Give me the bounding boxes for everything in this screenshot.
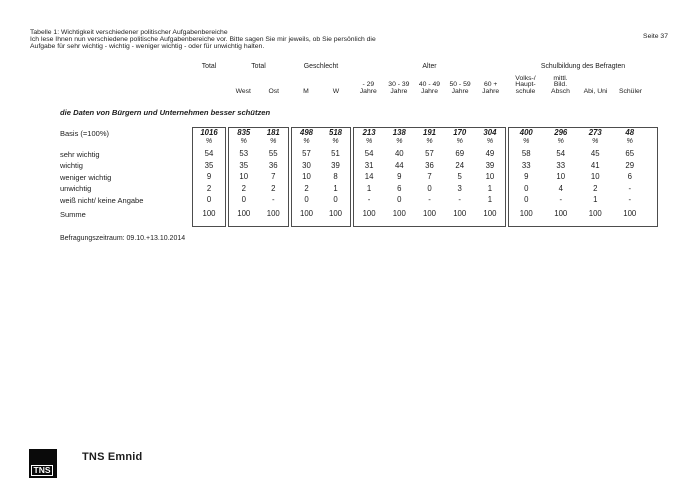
data-value: 35 — [239, 160, 249, 170]
data-value: 10 — [302, 172, 311, 181]
subheader-line: 50 - 59 — [449, 81, 471, 89]
data-value: 39 — [485, 160, 495, 170]
table-title: Tabelle 1: Wichtigkeit verschiedener politischer Aufgabenbereiche — [30, 29, 228, 36]
data-value: 10 — [239, 172, 249, 181]
data-value: 2 — [241, 183, 246, 193]
basis-value: 170 — [453, 128, 467, 137]
data-value: 33 — [556, 160, 566, 170]
data-column — [414, 128, 444, 226]
subheader-line: 30 - 39 — [388, 81, 410, 89]
data-column — [292, 128, 321, 226]
group-header-1: Total — [251, 63, 266, 70]
percent-sign: % — [270, 136, 277, 145]
data-value: 7 — [271, 172, 276, 181]
data-value: 54 — [204, 149, 214, 158]
data-value: 1 — [593, 195, 598, 204]
data-column — [384, 128, 414, 226]
data-value: 7 — [427, 172, 432, 181]
basis-value: 296 — [554, 128, 568, 137]
data-value: 54 — [556, 149, 566, 158]
row-label: weiß nicht/ keine Angabe — [60, 195, 144, 205]
percent-sign: % — [240, 136, 247, 145]
data-value: 35 — [204, 160, 214, 170]
data-column — [259, 128, 289, 226]
data-column — [193, 128, 225, 226]
summe-value: 100 — [423, 209, 437, 218]
data-value: 0 — [524, 195, 529, 204]
data-value: 0 — [241, 195, 246, 204]
data-value: 69 — [455, 149, 465, 158]
question-intro-line2: Aufgabe für sehr wichtig - wichtig - weniger wichtig - oder für unwichtig halten. — [30, 43, 265, 50]
data-value: 10 — [556, 172, 566, 181]
summe-value: 100 — [328, 209, 342, 218]
data-value: 6 — [627, 172, 632, 181]
data-value: 14 — [364, 172, 374, 181]
basis-value: 400 — [519, 128, 533, 137]
data-value: 30 — [302, 160, 311, 170]
subheader-line: Haupt- — [515, 81, 536, 89]
data-column — [445, 128, 475, 226]
summe-value: 100 — [623, 209, 637, 218]
data-value: 3 — [457, 183, 462, 193]
data-value: 45 — [590, 149, 600, 158]
summe-value: 100 — [519, 209, 533, 218]
summe-value: 100 — [299, 209, 313, 218]
data-value: 0 — [397, 195, 402, 204]
summe-value: 100 — [202, 209, 216, 218]
data-value: 39 — [331, 160, 340, 170]
subheader-line: Schüler — [618, 87, 643, 95]
percent-sign: % — [557, 136, 564, 145]
basis-value: 304 — [483, 128, 497, 137]
percent-sign: % — [365, 136, 373, 145]
data-value: 53 — [239, 149, 249, 158]
data-value: - — [458, 195, 462, 204]
basis-row-label: Basis (=100%) — [60, 128, 109, 138]
subheader-line: schule — [515, 87, 536, 95]
data-value: 29 — [625, 160, 635, 170]
data-value: 10 — [485, 172, 495, 181]
summe-value: 100 — [237, 209, 251, 218]
data-column — [613, 128, 648, 226]
row-label: unwichtig — [60, 184, 92, 193]
data-value: 1 — [487, 195, 493, 204]
data-value: 8 — [333, 172, 338, 181]
data-value: 1 — [366, 183, 372, 193]
data-value: - — [367, 195, 371, 204]
subheader-line: Jahre — [390, 87, 408, 95]
data-value: 36 — [425, 160, 434, 170]
subheader-line: Abi, Uni — [583, 87, 608, 95]
question-intro-line1: Ich lese Ihnen nun verschiedene politische Aufgabenbereiche vor. Bitte sagen Sie mir jeweils, ob Sie persönlich die — [30, 36, 376, 43]
subheader-line: Jahre — [482, 87, 500, 95]
data-column — [578, 128, 613, 226]
data-value: 33 — [521, 160, 531, 170]
data-value: 4 — [558, 183, 563, 193]
item-title: die Daten von Bürgern und Unternehmen besser schützen — [60, 108, 271, 117]
basis-value: 181 — [266, 128, 280, 137]
basis-value: 138 — [392, 128, 406, 137]
group-box-1 — [228, 127, 289, 227]
group-header-3: Alter — [422, 63, 437, 70]
subheader-line: Jahre — [359, 87, 377, 95]
data-value: 9 — [524, 172, 529, 181]
subheader-line: Jahre — [451, 87, 469, 95]
data-value: 9 — [397, 172, 402, 181]
data-value: 24 — [455, 160, 465, 170]
data-value: 2 — [593, 183, 598, 193]
data-value: 55 — [268, 149, 278, 158]
row-label: weniger wichtig — [60, 172, 112, 182]
percent-sign: % — [486, 136, 494, 145]
data-value: 49 — [485, 149, 495, 158]
basis-value: 213 — [362, 128, 376, 137]
data-value: - — [628, 183, 632, 193]
subheader-line: W — [332, 87, 340, 95]
data-value: 0 — [206, 195, 212, 204]
summe-row-label: Summe — [60, 209, 86, 219]
group-header-2: Geschlecht — [303, 63, 339, 70]
data-value: - — [559, 195, 563, 204]
percent-sign: % — [303, 136, 310, 145]
percent-sign: % — [332, 136, 339, 145]
data-value: 0 — [427, 183, 432, 193]
data-value: 2 — [206, 183, 212, 193]
row-label: wichtig — [60, 161, 83, 170]
summe-value: 100 — [554, 209, 568, 218]
data-value: 51 — [331, 149, 340, 158]
summe-value: 100 — [362, 209, 376, 218]
page-number: Seite 37 — [643, 33, 668, 40]
data-column — [544, 128, 579, 226]
data-value: 54 — [364, 149, 374, 158]
summe-value: 100 — [483, 209, 497, 218]
data-value: 2 — [271, 183, 276, 193]
data-column — [321, 128, 350, 226]
data-value: - — [428, 195, 431, 204]
data-value: 58 — [521, 149, 531, 158]
basis-value: 273 — [588, 128, 602, 137]
basis-value: 835 — [237, 128, 251, 137]
group-header-4: Schulbildung des Befragten — [540, 63, 626, 70]
data-value: 0 — [333, 195, 338, 204]
data-value: 10 — [590, 172, 600, 181]
data-value: 1 — [487, 183, 493, 193]
percent-sign: % — [456, 136, 463, 145]
summe-value: 100 — [588, 209, 602, 218]
basis-value: 48 — [625, 128, 635, 137]
subheader-line: - 29 — [362, 81, 375, 89]
subheader-line: West — [235, 87, 251, 95]
subheader-line: 60 + — [483, 81, 498, 89]
data-column — [354, 128, 384, 226]
group-box-0 — [192, 127, 226, 227]
data-value: 44 — [394, 160, 404, 170]
subheader-line: Ost — [268, 87, 280, 95]
group-box-2 — [291, 127, 351, 227]
data-value: 57 — [302, 149, 311, 158]
subheader-line: Jahre — [420, 87, 438, 95]
data-value: 57 — [425, 149, 434, 158]
data-value: 65 — [625, 149, 635, 158]
subheader-line: Volks-/ — [515, 74, 536, 82]
data-column — [509, 128, 544, 226]
data-value: 6 — [397, 183, 402, 193]
survey-period-note: Befragungszeitraum: 09.10.+13.10.2014 — [60, 235, 186, 242]
basis-value: 191 — [423, 128, 437, 137]
row-label: sehr wichtig — [60, 149, 100, 159]
percent-sign: % — [523, 136, 530, 145]
basis-value: 498 — [299, 128, 313, 137]
group-box-3 — [353, 127, 506, 227]
summe-value: 100 — [392, 209, 406, 218]
data-value: 41 — [590, 160, 600, 170]
data-value: 1 — [333, 183, 338, 193]
percent-sign: % — [592, 136, 599, 145]
data-column — [229, 128, 259, 226]
group-header-0: Total — [201, 63, 217, 70]
summe-value: 100 — [453, 209, 467, 218]
percent-sign: % — [426, 136, 433, 145]
brand-name: TNS Emnid — [82, 451, 143, 463]
percent-sign: % — [205, 136, 213, 145]
data-value: 0 — [304, 195, 309, 204]
data-value: 31 — [364, 160, 374, 170]
data-value: 0 — [524, 183, 529, 193]
subheader-line: Absch — [551, 87, 570, 95]
subheader-line: M — [303, 87, 309, 95]
data-value: 9 — [206, 172, 212, 181]
subheader-line: Bild. — [553, 81, 568, 89]
data-value: 36 — [268, 160, 278, 170]
data-column — [475, 128, 505, 226]
percent-sign: % — [396, 136, 403, 145]
data-value: 2 — [304, 183, 309, 193]
data-value: - — [628, 195, 632, 204]
summe-value: 100 — [266, 209, 280, 218]
subheader-line: mittl. — [553, 74, 568, 82]
data-value: 40 — [394, 149, 404, 158]
percent-sign: % — [626, 136, 633, 145]
data-value: 5 — [457, 172, 462, 181]
basis-value: 518 — [328, 128, 342, 137]
data-value: - — [271, 195, 275, 204]
subheader-line: 40 - 49 — [418, 81, 441, 89]
basis-value: 1016 — [200, 128, 218, 137]
data-table — [0, 0, 700, 240]
tns-logo-text: TNS — [31, 465, 53, 476]
group-box-4 — [508, 127, 658, 227]
tns-logo — [29, 449, 57, 478]
